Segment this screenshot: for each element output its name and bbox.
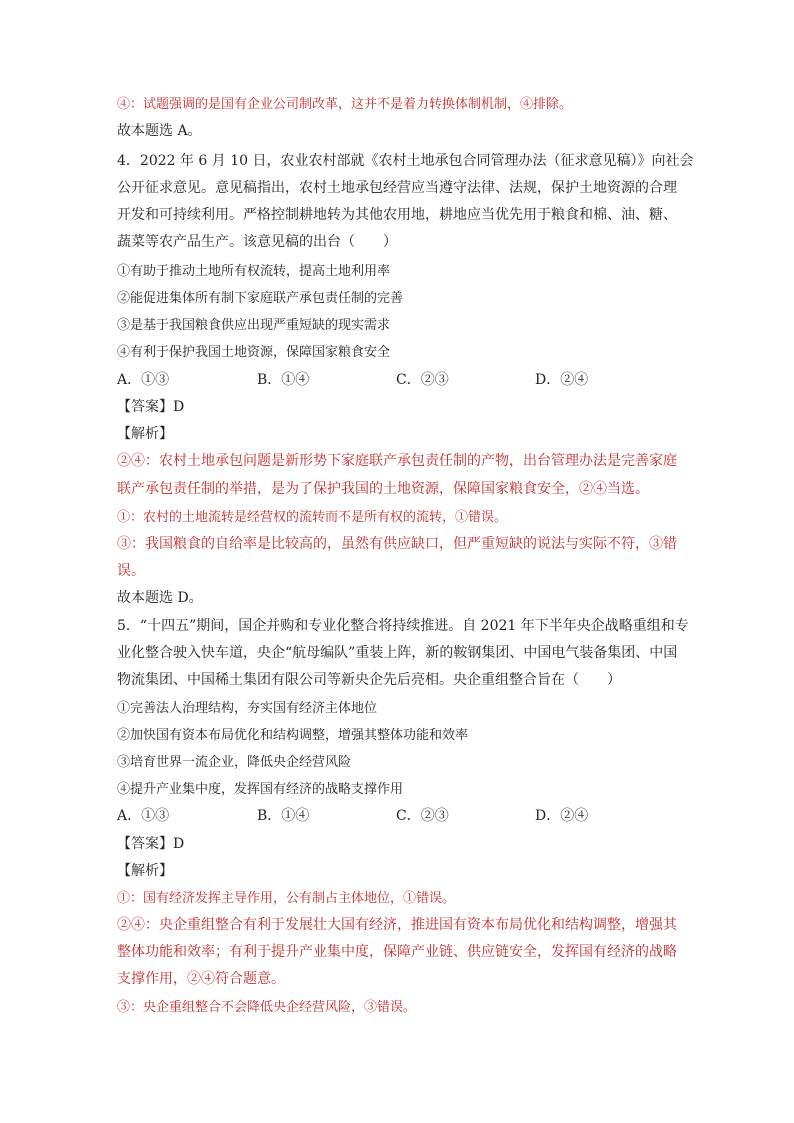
analysis-line: ②④：央企重组整合有利于发展壮大国有经济，推进国有资本布局优化和结构调整，增强其 [117, 917, 677, 933]
analysis-line: ①：农村的土地流转是经营权的流转而不是所有权的流转，①错误。 [117, 510, 508, 525]
question-5-text: 5．“十四五”期间，国企并购和专业化整合将持续推进。自 2021 年下半年央企战略重组和专 [117, 618, 689, 634]
choice-d: D．②④ [535, 808, 589, 824]
analysis-line: ③：央企重组整合不会降低央企经营风险，③错误。 [117, 1000, 417, 1015]
analysis-line: 误。 [117, 563, 145, 579]
question-4-statement-2: ②能促进集体所有制下家庭联产承包责任制的完善 [117, 291, 404, 306]
analysis-line: 联产承包责任制的举措，是为了保护我国的土地资源，保障国家粮食安全，②④当选。 [117, 481, 649, 497]
choice-d: D．②④ [535, 372, 589, 388]
question-5-statement-4: ④提升产业集中度，发挥国有经济的战略支撑作用 [117, 782, 404, 797]
analysis-label: 【解析】 [117, 426, 173, 442]
conclusion-line: 故本题选 D。 [117, 590, 203, 606]
analysis-line: ①：国有经济发挥主导作用，公有制占主体地位，①错误。 [117, 891, 456, 906]
analysis-label: 【解析】 [117, 863, 173, 879]
question-4-statement-3: ③是基于我国粮食供应出现严重短缺的现实需求 [117, 318, 391, 333]
choice-a: A．①③ [117, 372, 170, 388]
question-4-statement-1: ①有助于推动土地所有权流转，提高土地利用率 [117, 264, 391, 279]
analysis-line: ②④：农村土地承包问题是新形势下家庭联产承包责任制的产物，出台管理办法是完善家庭 [117, 453, 677, 469]
question-5-statement-3: ③培育世界一流企业，降低央企经营风险 [117, 755, 352, 770]
choice-b: B．①④ [257, 808, 310, 824]
question-4-text: 开发和可持续利用。严格控制耕地转为其他农用地，耕地应当优先用于粮食和棉、油、糖、 [117, 207, 677, 223]
conclusion-line: 故本题选 A。 [117, 123, 202, 139]
explanation-line: ④：试题强调的是国有企业公司制改革，这并不是着力转换体制机制，④排除。 [117, 97, 573, 112]
question-5-text: 物流集团、中国稀土集团有限公司等新央企先后亮相。央企重组整合旨在（ ） [117, 672, 621, 688]
answer-label: 【答案】D [117, 399, 185, 415]
question-4-statement-4: ④有利于保护我国土地资源，保障国家粮食安全 [117, 345, 391, 360]
question-4-text: 4．2022 年 6 月 10 日，农业农村部就《农村土地承包合同管理办法（征求意见稿）》向社会 [117, 153, 694, 169]
question-5-text: 业化整合驶入快车道，央企“航母编队”重装上阵，新的鞍钢集团、中国电气装备集团、中国 [117, 645, 678, 661]
choice-c: C．②③ [396, 372, 449, 388]
question-5-statement-1: ①完善法人治理结构，夯实国有经济主体地位 [117, 701, 378, 716]
analysis-line: 支撑作用，②④符合题意。 [117, 971, 285, 987]
answer-label: 【答案】D [117, 836, 185, 852]
question-5-statement-2: ②加快国有资本布局优化和结构调整，增强其整体功能和效率 [117, 728, 469, 743]
question-4-text: 公开征求意见。意见稿指出，农村土地承包经营应当遵守法律、法规，保护土地资源的合理 [117, 180, 677, 196]
choice-b: B．①④ [257, 372, 310, 388]
question-4-text: 蔬菜等农产品生产。该意见稿的出台（ ） [117, 234, 397, 250]
analysis-line: 整体功能和效率；有利于提升产业集中度，保障产业链、供应链安全，发挥国有经济的战略 [117, 944, 677, 960]
analysis-line: ③：我国粮食的自给率是比较高的，虽然有供应缺口，但严重短缺的说法与实际不符，③错 [117, 536, 677, 552]
choice-a: A．①③ [117, 808, 170, 824]
choice-c: C．②③ [396, 808, 449, 824]
